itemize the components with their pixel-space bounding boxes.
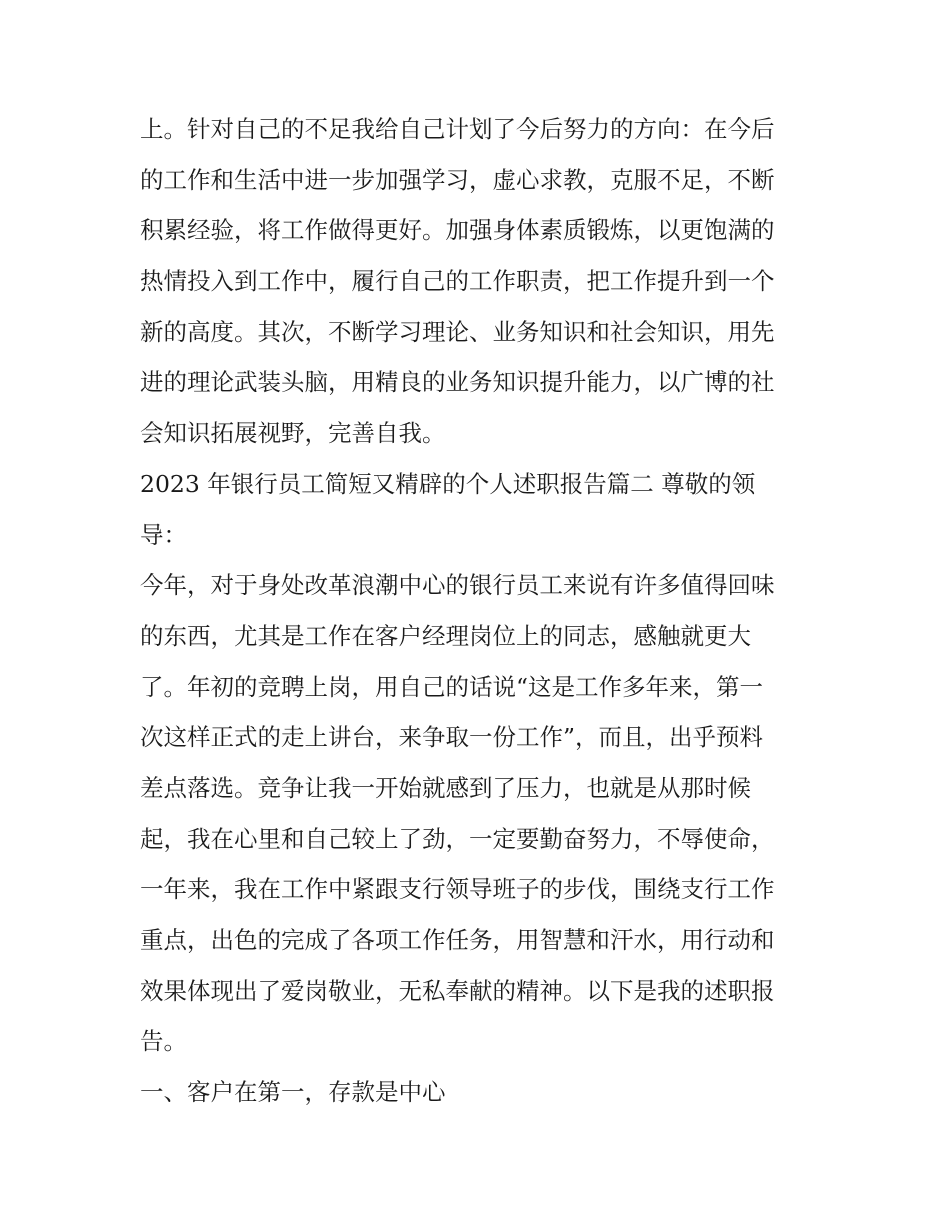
text-line: 进的理论武装头脑，用精良的业务知识提升能力，以广博的社 (140, 368, 775, 397)
text-line: 一年来，我在工作中紧跟支行领导班子的步伐，围绕支行工作 (140, 875, 775, 904)
text-line: 的东西，尤其是工作在客户经理岗位上的同志，感触就更大 (140, 621, 751, 650)
heading-line: 导： (140, 520, 187, 549)
text-line: 效果体现出了爱岗敬业，无私奉献的精神。以下是我的述职报 (140, 976, 775, 1005)
paragraph-1 (140, 104, 816, 459)
text-line: 起，我在心里和自己较上了劲，一定要勤奋努力，不辱使命， (140, 824, 775, 853)
text-line: 上。针对自己的不足我给自己计划了今后努力的方向：在今后 (140, 115, 775, 143)
text-line: 热情投入到工作中，履行自己的工作职责，把工作提升到一个 (140, 267, 775, 296)
paragraph-2 (140, 560, 816, 1067)
document-page (140, 104, 816, 1118)
text-line: 告。 (140, 1027, 187, 1056)
text-line: 会知识拓展视野，完善自我。 (140, 419, 446, 448)
text-line: 差点落选。竞争让我一开始就感到了压力，也就是从那时候 (140, 773, 751, 802)
text-line: 次这样正式的走上讲台，来争取一份工作”，而且，出乎预料 (140, 723, 764, 752)
text-line: 的工作和生活中进一步加强学习，虚心求教，克服不足，不断 (140, 165, 775, 194)
text-line: 了。年初的竞聘上岗，用自己的话说“这是工作多年来，第一 (140, 672, 764, 701)
report-heading (140, 459, 816, 560)
text-line: 今年，对于身处改革浪潮中心的银行员工来说有许多值得回味 (140, 571, 775, 600)
text-line: 重点，出色的完成了各项工作任务，用智慧和汗水，用行动和 (140, 926, 775, 954)
text-line: 积累经验，将工作做得更好。加强身体素质锻炼，以更饱满的 (140, 216, 775, 245)
section-title: 一、客户在第一，存款是中心 (140, 1078, 446, 1107)
text-line: 新的高度。其次，不断学习理论、业务知识和社会知识，用先 (140, 317, 775, 346)
heading-line: 2023 年银行员工简短又精辟的个人述职报告篇二 尊敬的领 (140, 469, 756, 498)
